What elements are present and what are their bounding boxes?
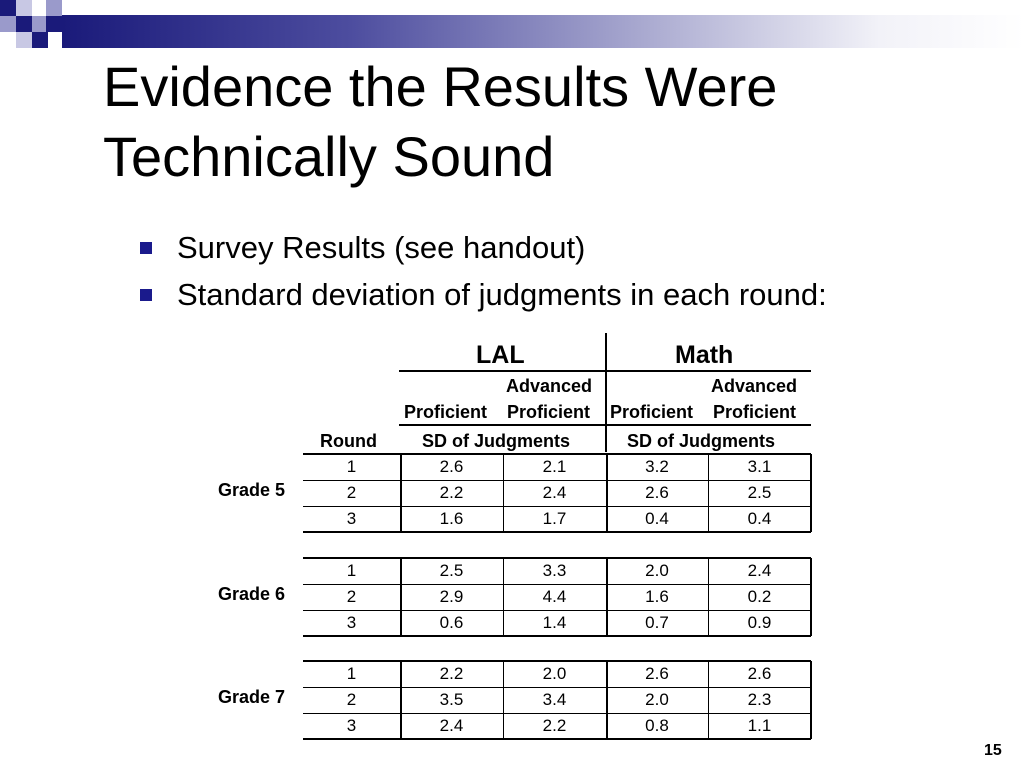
- row-rule: [303, 738, 811, 740]
- value-cell: 4.4: [542, 587, 567, 606]
- value-cell: 0.2: [747, 587, 772, 606]
- value-cell: 2.6: [747, 664, 772, 683]
- value-cell: 2.5: [747, 483, 772, 502]
- value-cell: 0.4: [747, 509, 772, 528]
- proficient-label: Proficient: [404, 402, 488, 422]
- round-cell: 2: [346, 587, 357, 606]
- value-cell: 2.2: [439, 483, 464, 502]
- round-cell: 1: [346, 457, 357, 476]
- proficient-label: Proficient: [610, 402, 694, 422]
- group-header-math: Math: [675, 341, 734, 369]
- proficient-label: Proficient: [713, 402, 797, 422]
- round-cell: 1: [346, 561, 357, 580]
- value-cell: 1.1: [747, 716, 772, 735]
- value-cell: 2.9: [439, 587, 464, 606]
- round-cell: 3: [346, 509, 357, 528]
- value-cell: 2.4: [439, 716, 464, 735]
- value-cell: 3.2: [645, 457, 669, 476]
- value-cell: 1.4: [542, 613, 567, 632]
- value-cell: 2.3: [747, 690, 772, 709]
- value-cell: 0.4: [645, 509, 669, 528]
- value-cell: 1.6: [645, 587, 669, 606]
- value-cell: 2.6: [439, 457, 464, 476]
- grade-label: Grade 7: [218, 687, 286, 707]
- page-number: 15: [984, 742, 1002, 759]
- value-cell: 2.4: [747, 561, 772, 580]
- row-rule: [303, 531, 811, 533]
- value-cell: 2.0: [645, 561, 669, 580]
- value-cell: 1.6: [439, 509, 464, 528]
- value-cell: 2.4: [542, 483, 567, 502]
- group-divider: [605, 333, 607, 452]
- value-cell: 0.7: [645, 613, 669, 632]
- bullet-text: Survey Results (see handout): [177, 230, 586, 265]
- slide-title: Evidence the Results Were Technically Sound: [103, 55, 778, 188]
- value-cell: 2.0: [645, 690, 669, 709]
- group-header-lal: LAL: [476, 341, 525, 369]
- value-cell: 0.9: [747, 613, 772, 632]
- round-cell: 1: [346, 664, 357, 683]
- proficient-label: Proficient: [507, 402, 591, 422]
- round-header: Round: [320, 431, 377, 451]
- value-cell: 2.6: [645, 664, 669, 683]
- round-cell: 3: [346, 716, 357, 735]
- value-cell: 2.2: [542, 716, 567, 735]
- advanced-label: Advanced: [711, 376, 798, 396]
- value-cell: 1.7: [542, 509, 567, 528]
- advanced-label: Advanced: [506, 376, 593, 396]
- sd-header-lal: SD of Judgments: [422, 431, 571, 451]
- round-cell: 2: [346, 690, 357, 709]
- round-cell: 3: [346, 613, 357, 632]
- value-cell: 2.2: [439, 664, 464, 683]
- grade-label: Grade 5: [218, 480, 286, 500]
- round-cell: 2: [346, 483, 357, 502]
- bullet-text: Standard deviation of judgments in each round:: [177, 277, 827, 312]
- sd-header-math: SD of Judgments: [627, 431, 776, 451]
- value-cell: 3.4: [542, 690, 567, 709]
- row-rule: [303, 635, 811, 637]
- value-cell: 2.1: [542, 457, 567, 476]
- value-cell: 2.6: [645, 483, 669, 502]
- grade-label: Grade 6: [218, 584, 286, 604]
- subheader-rule: [399, 424, 811, 426]
- value-cell: 2.0: [542, 664, 567, 683]
- value-cell: 3.3: [542, 561, 567, 580]
- value-cell: 2.5: [439, 561, 464, 580]
- value-cell: 0.6: [439, 613, 464, 632]
- value-cell: 0.8: [645, 716, 669, 735]
- value-cell: 3.1: [747, 457, 772, 476]
- value-cell: 3.5: [439, 690, 464, 709]
